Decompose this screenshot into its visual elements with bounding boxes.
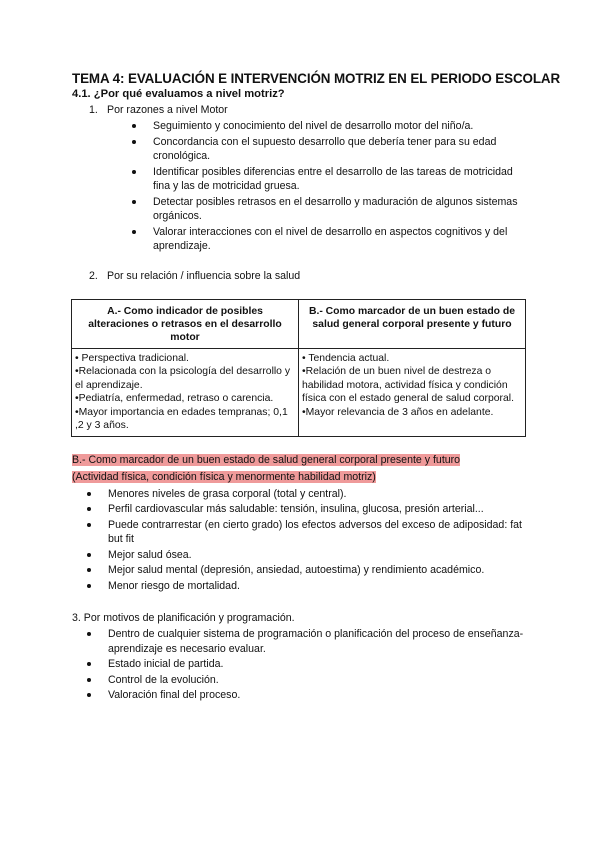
bullet-icon [87, 678, 91, 682]
list-item: Concordancia con el supuesto desarrollo que debería tener para su edad cronológica. [72, 135, 532, 164]
bullet-icon [132, 140, 136, 144]
planning-list [72, 627, 532, 703]
list-item: Perfil cardiovascular más saludable: tensión, insulina, glucosa, presión arterial... [72, 502, 532, 517]
list-item: Puede contrarrestar (en cierto grado) los efectos adversos del exceso de adiposidad: fat but fit [72, 518, 532, 547]
bullet-icon [87, 584, 91, 588]
bullet-icon [87, 662, 91, 666]
highlight-line-1: B.- Como marcador de un buen estado de salud general corporal presente y futuro [72, 453, 461, 466]
table-row [72, 348, 526, 436]
list-item: Mejor salud mental (depresión, ansiedad, autoestima) y rendimiento académico. [72, 563, 532, 578]
bullet-icon [132, 200, 136, 204]
bullet-icon [87, 523, 91, 527]
numbered-item-1 [72, 103, 532, 117]
bullet-icon [87, 507, 91, 511]
bullet-icon [132, 124, 136, 128]
highlighted-heading [72, 451, 532, 485]
bullet-icon [87, 568, 91, 572]
item-label: Por razones a nivel Motor [107, 104, 228, 116]
list-item: Estado inicial de partida. [72, 657, 532, 672]
list-item: Mejor salud ósea. [72, 548, 532, 563]
table-header-row [72, 299, 526, 348]
list-item: Control de la evolución. [72, 673, 532, 688]
section-3-heading: 3. Por motivos de planificación y programación. [72, 612, 295, 624]
document-page [72, 70, 561, 704]
list-item: Detectar posibles retrasos en el desarrollo y maduración de algunos sistemas orgánicos. [72, 195, 532, 224]
table-header-a: A.- Como indicador de posibles alteraciones o retrasos en el desarrollo motor [72, 299, 299, 348]
list-item: Menor riesgo de mortalidad. [72, 579, 532, 594]
bullet-icon [132, 170, 136, 174]
table-cell-b: • Tendencia actual. •Relación de un buen nivel de destreza o habilidad motora, actividad física y condición física con el estado general de salud corporal. •Mayor relevancia de 3 años en adelante. [299, 348, 526, 436]
table-header-b: B.- Como marcador de un buen estado de salud general corporal presente y futuro [299, 299, 526, 348]
list-item: Menores niveles de grasa corporal (total y central). [72, 487, 532, 502]
section-heading: 4.1. ¿Por qué evaluamos a nivel motriz? [72, 88, 285, 100]
list-item: Dentro de cualquier sistema de programación o planificación del proceso de enseñanza-aprendizaje es necesario evaluar. [72, 627, 532, 656]
list-item: Valoración final del proceso. [72, 688, 532, 703]
bullet-icon [87, 492, 91, 496]
list-item: Valorar interacciones con el nivel de desarrollo en aspectos cognitivos y del aprendizaje. [72, 225, 532, 254]
table-cell-a: • Perspectiva tradicional. •Relacionada con la psicología del desarrollo y el aprendizaje. •Pediatría, enfermedad, retraso o carencia. •Mayor importancia en edades tempranas; 0,1 ,2 y 3 años. [72, 348, 299, 436]
list-item: Seguimiento y conocimiento del nivel de desarrollo motor del niño/a. [72, 119, 532, 134]
bullet-icon [87, 632, 91, 636]
health-benefits-list [72, 487, 532, 594]
motor-reasons-list [72, 119, 532, 254]
document-title: TEMA 4: EVALUACIÓN E INTERVENCIÓN MOTRIZ EN EL PERIODO ESCOLAR [72, 71, 561, 86]
numbered-item-2 [72, 269, 532, 283]
item-label: Por su relación / influencia sobre la salud [107, 269, 301, 282]
bullet-icon [132, 230, 136, 234]
item-number: 1. [89, 104, 98, 116]
list-item: Identificar posibles diferencias entre el desarrollo de las tareas de motricidad fina y las de motricidad gruesa. [72, 165, 532, 194]
item-number: 2. [89, 269, 98, 282]
comparison-table [71, 299, 526, 437]
highlight-line-2: (Actividad física, condición física y menormente habilidad motriz) [72, 470, 376, 483]
bullet-icon [87, 693, 91, 697]
bullet-icon [87, 553, 91, 557]
